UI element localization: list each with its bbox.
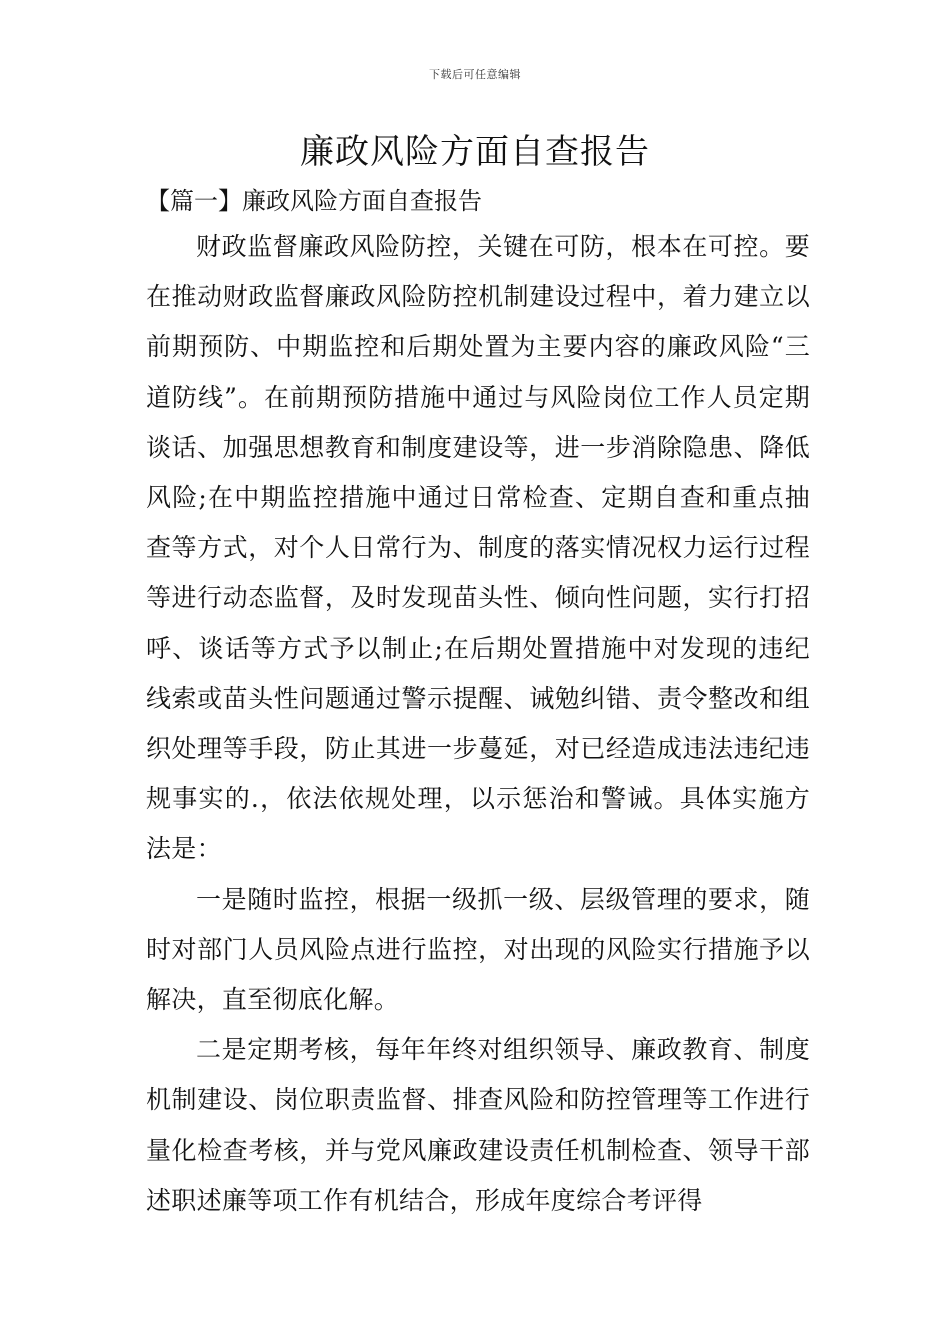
body-text bbox=[146, 222, 810, 1226]
document-title: 廉政风险方面自查报告 bbox=[300, 132, 650, 172]
section-heading: 【篇一】廉政风险方面自查报告 bbox=[146, 187, 482, 215]
paragraph: 二是定期考核，每年年终对组织领导、廉政教育、制度机制建设、岗位职责监督、排查风险和防控管理等工作进行量化检查考核，并与党风廉政建设责任机制检查、领导干部述职述廉等项工作有机结合，形成年度综合考评得 bbox=[146, 1035, 810, 1215]
header-note: 下载后可任意编辑 bbox=[429, 68, 521, 81]
paragraph: 一是随时监控，根据一级抓一级、层级管理的要求，随时对部门人员风险点进行监控，对出现的风险实行措施予以解决，直至彻底化解。 bbox=[146, 884, 810, 1015]
paragraph: 财政监督廉政风险防控，关键在可防，根本在可控。要在推动财政监督廉政风险防控机制建设过程中，着力建立以前期预防、中期监控和后期处置为主要内容的廉政风险“三道防线”。在前期预防措施中通过与风险岗位工作人员定期谈话、加强思想教育和制度建设等，进一步消除隐患、降低风险;在中期监控措施中通过日常检查、定期自查和重点抽查等方式，对个人日常行为、制度的落实情况权力运行过程等进行动态监督，及时发现苗头性、倾向性问题，实行打招呼、谈话等方式予以制止;在后期处置措施中对发现的违纪线索或苗头性问题通过警示提醒、诫勉纠错、责令整改和组织处理等手段，防止其进一步蔓延，对已经造成违法违纪违规事实的.，依法依规处理，以示惩治和警诫。具体实施方法是： bbox=[146, 232, 810, 864]
